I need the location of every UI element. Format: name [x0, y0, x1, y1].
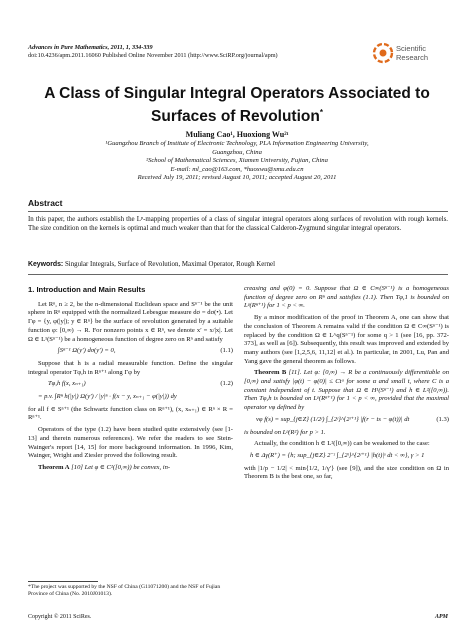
theorem-b — [244, 369, 449, 413]
title-mark: * — [319, 108, 323, 117]
doi-line: doi:10.4236/apm.2011.16060 Published Online November 2011 (http://www.SciRP.org/journal/apm) — [28, 52, 278, 59]
equation-1-3-number: (1.3) — [436, 415, 449, 423]
theorem-a — [28, 464, 233, 473]
affiliation-1: ¹Guangzhou Branch of Institute of Electronic Technology, PLA Information Engineering University, — [105, 140, 369, 147]
equation-1-2-rhs: = p.v. ∫Rⁿ h(|y|) Ω(y′) / |y|ⁿ · f(x − y, xₙ₊₁ − φ(|y|)) dy — [38, 393, 177, 401]
abstract-heading: Abstract — [28, 198, 63, 208]
equation-delta-gamma-body: h ∈ Δγ(R⁺) = {h; sup_{j∈Z} 2⁻ʲ ∫_{2ʲ}^{2ʲ⁺¹} |h(t)|ᵞ dt < ∞}, γ > 1 — [250, 451, 425, 459]
publisher-logo — [372, 42, 452, 68]
theorem-a-continued: creasing and φ(0) = 0. Suppose that Ω ∈ C∞(Sⁿ⁻¹) is a homogeneous function of degree zero on Rⁿ and satisfies (1.1). Then Tφ,1 is bounded on Lᵖ(Rⁿ⁺¹) for 1 < p < ∞. — [244, 285, 449, 310]
title-line-2: Surfaces of Revolution — [151, 108, 320, 126]
keywords-text: Singular Integrals, Surface of Revolution, Maximal Operator, Rough Kernel — [64, 261, 275, 268]
intro-paragraph-4: Operators of the type (1.2) have been studied quite extensively (see [1-13] and therein numerous references). We refer the readers to see Stein-Wainger's report [14, 15] for more background information. In 1996, Kim, Wainger, Wright and Ziesler proved the following result. — [28, 426, 233, 460]
equation-1-2-number: (1.2) — [220, 380, 233, 388]
equation-1-3 — [244, 416, 449, 425]
journal-abbreviation: APM — [434, 614, 448, 620]
email-line: E-mail: ml_cao@163.com, *huoxwu@xmu.edu.cn — [170, 165, 304, 173]
equation-1-1 — [28, 347, 233, 356]
right-paragraph-5: Actually, the condition h ∈ L²([0,∞)) can be weakened to the case: — [254, 440, 430, 448]
title-line-1: A Class of Singular Integral Operators Associated to — [44, 85, 430, 102]
keywords — [28, 260, 448, 269]
intro-paragraph-1: Let Rⁿ, n ≥ 2, be the n-dimensional Euclidean space and Sⁿ⁻¹ be the unit sphere in Rⁿ equipped with the normalized Lebesgue measure dσ = dσ(•). Let Γφ = {y, φ(|y|); y ∈ Rⁿ} be the surface of revolution generated by a suitable function φ: [0,∞) → R. For nonzero points x ∈ Rⁿ, we denote x′ = x/|x|. Let Ω ∈ L¹(Sⁿ⁻¹) be a homogeneous function of degree zero on Rⁿ and satisfy — [28, 300, 233, 343]
equation-1-2 — [28, 380, 233, 389]
abstract-rule-top — [28, 211, 448, 212]
page-footer — [28, 614, 448, 620]
journal-line: Advances in Pure Mathematics, 2011, 1, 334-339 — [28, 44, 153, 51]
paper-title — [20, 84, 454, 126]
equation-1-2-rhs-row — [28, 393, 233, 402]
equation-delta-gamma — [244, 452, 449, 461]
right-paragraph-4: is bounded on Lᵖ(R²) for p > 1. — [244, 428, 326, 436]
affiliations — [20, 140, 454, 183]
theorem-b-text: [11]. Let φ: [0,∞) → R be a continuously differentiable on [0,∞) and satisfy |φ(t) − φ(0)| ≤ Ctᵅ for some α and small t, where C is a constant independent of t. Suppose that Ω ∈ H¹(Sⁿ⁻¹) and h ∈ L²([0,∞)). Then Tφ,h is bounded on Lᵖ(Rⁿ⁺¹) for 1 < p < ∞, provided that the maximal operator νφ defined by — [244, 369, 450, 412]
equation-1-1-body: ∫Sⁿ⁻¹ Ω(y′) dσ(y′) = 0, — [58, 347, 116, 355]
right-column — [244, 285, 449, 485]
logo-text-1: Scientific — [396, 44, 427, 53]
theorem-b-label: Theorem B — [254, 369, 287, 377]
intro-paragraph-2: Suppose that h is a radial measurable function. Define the singular integral operator Tφ,h in Rⁿ⁺¹ along Γφ by — [28, 359, 233, 376]
section-heading: 1. Introduction and Main Results — [28, 285, 146, 294]
footnote-rule — [28, 581, 98, 582]
intro-paragraph-3: for all f ∈ Sⁿ⁺¹ (the Schwartz function class on Rⁿ⁺¹), (x, xₙ₊₁) ∈ Rⁿ × R = Rⁿ⁺¹. — [28, 405, 233, 422]
left-column — [28, 286, 233, 476]
abstract-rule-bottom — [28, 274, 448, 275]
authors: Muliang Cao¹, Huoxiong Wu²ᵗ — [185, 130, 289, 139]
logo-mark-icon — [372, 42, 394, 64]
affiliation-1-city: Guangzhou, China — [212, 148, 262, 156]
logo-text-2: Research — [396, 53, 429, 62]
right-paragraph-2: By a minor modification of the proof in Theorem A, one can show that the conclusion of Theorem A remains valid if the condition Ω ∈ C∞(Sⁿ⁻¹) is replaced by the condition Ω ∈ L^q(Sⁿ⁻¹) for some q > 1 (see [16, pp. 372-373], as well as [6]). Subsequently, this result was improved and extended by many authors (see [1,2,5,6, 11,12] et al.). In particular, in 2001, Lu, Pan and Yang gave the general theorem as follows. — [244, 314, 449, 365]
received-line: Received July 19, 2011; revised August 10, 2011; accepted August 20, 2011 — [137, 174, 337, 182]
keywords-label: Keywords: — [28, 261, 64, 268]
right-paragraph-6: with |1/p − 1/2| < min{1/2, 1/γ′} (see [9]), and the size condition on Ω in Theorem B is the best one, so far, — [244, 464, 449, 481]
affiliation-2: ²School of Mathematical Sciences, Xiamen University, Fujian, China — [146, 157, 328, 165]
equation-1-1-number: (1.1) — [220, 347, 233, 355]
theorem-a-label: Theorem A — [38, 463, 70, 471]
equation-1-3-body: νφ f(s) = sup_{j∈Z} (1/2ʲ) ∫_{2ʲ}^{2ʲ⁺¹} |f(r − ts − φ(t))| dt — [256, 415, 410, 423]
theorem-a-text: [10] Let φ ∈ C²([0,∞)) be convex, in- — [71, 463, 171, 471]
footnote: *The project was supported by the NSF of China (G11071200) and the NSF of Fujian Province of China (No. 2010J01013). — [28, 584, 221, 597]
equation-1-2-lhs: Tφ,h f(x, xₙ₊₁) — [48, 380, 86, 388]
abstract-text: In this paper, the authors establish the Lᵖ-mapping properties of a class of singular integral operators along surfaces of revolution with rough kernels. The size condition on the kernels is optimal and much weaker than that for the classical Calderon-Zygmund singular integral operators. — [28, 216, 448, 232]
journal-header — [28, 44, 358, 60]
copyright: Copyright © 2011 SciRes. — [28, 614, 92, 620]
